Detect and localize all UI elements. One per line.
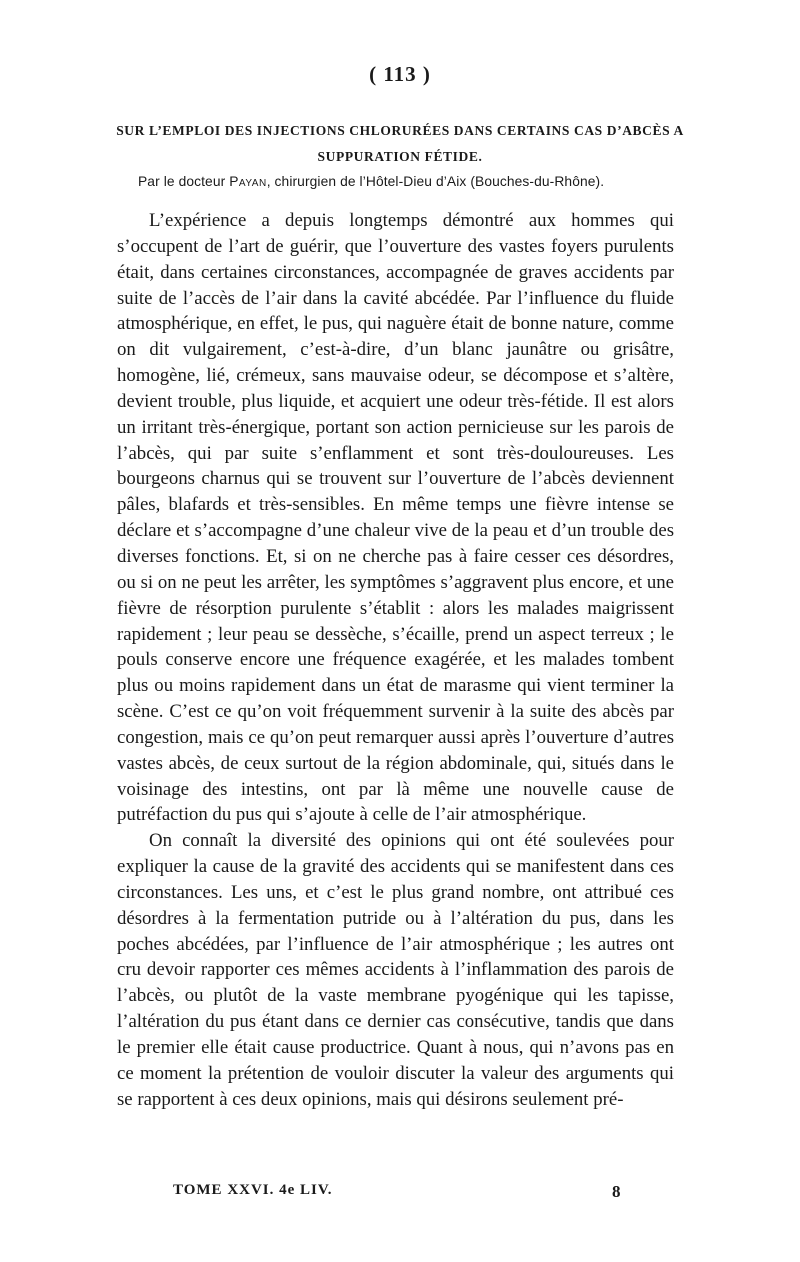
page-footer [0, 1182, 800, 1210]
paragraph: On connaît la diversité des opinions qui ont été soulevées pour expliquer la cause de la gravité des accidents qui se manifestent dans ces circonstances. Les uns, et c’est le plus grand nombre, ont attribué ces désordres à la fermentation putride ou à l’altération du pus, dans les poches abcédées, par l’influence de l’air atmosphérique ; les autres ont cru devoir rapporter ces mêmes accidents à l’inflammation des parois de l’abcès, ou plutôt de la vaste membrane pyogénique qui les tapisse, l’altération du pus étant dans ce dernier cas consécutive, tandis que dans le premier elle était cause productrice. Quant à nous, qui n’avons pas en ce moment la prétention de vouloir discuter la valeur des arguments qui se rapportent à ces deux opinions, mais qui désirons seulement pré- [117, 830, 674, 1110]
author-name: Payan [229, 174, 267, 189]
byline-prefix: Par le docteur [138, 174, 230, 189]
byline-suffix: , chirurgien de l’Hôtel-Dieu d’Aix (Bouches-du-Rhône). [266, 174, 605, 189]
footer-signature: TOME XXVI. 4e LIV. [173, 1182, 333, 1198]
article-body [117, 208, 674, 1113]
article-title-line-2: SUPPURATION FÉTIDE. [317, 149, 483, 164]
footer-sheet-number: 8 [612, 1182, 621, 1201]
article-title-line-1: SUR L’EMPLOI DES INJECTIONS CHLORURÉES DANS CERTAINS CAS D’ABCÈS A [116, 123, 684, 138]
paragraph: L’expérience a depuis longtemps démontré aux hommes qui s’occupent de l’art de guérir, que l’ouverture des vastes foyers purulents était, dans certaines circonstances, accompagnée de graves accidents par suite de l’accès de l’air dans la cavité abcédée. Par l’influence du fluide atmosphérique, en effet, le pus, qui naguère était de bonne nature, comme on dit vulgairement, c’est-à-dire, d’un blanc jaunâtre ou grisâtre, homogène, lié, crémeux, sans mauvaise odeur, se décompose et s’altère, devient trouble, plus liquide, et acquiert une odeur très-fétide. Il est alors un irritant très-énergique, portant son action pernicieuse sur les parois de l’abcès, qui par suite s’enflamment et sont très-douloureuses. Les bourgeons charnus qui se trouvent sur l’ouverture de l’abcès deviennent pâles, blafards et très-sensibles. En même temps une fièvre intense se déclare et s’accompagne d’une chaleur vive de la peau et d’un trouble des diverses fonctions. Et, si on ne cherche pas à faire cesser ces désordres, ou si on ne peut les arrêter, les symptômes s’aggravent plus encore, et une fièvre de résorption purulente s’établit : alors les malades maigrissent rapidement ; leur peau se dessèche, s’écaille, prend un aspect terreux ; le pouls conserve encore une fréquence exagérée, et les malades tombent plus ou moins rapidement dans un état de marasme qui vient terminer la scène. C’est ce qu’on voit fréquemment survenir à la suite des abcès par congestion, mais ce qu’on peut remarquer aussi après l’ouverture d’autres vastes abcès, de ceux surtout de la région abdominale, qui, situés dans le voisinage des intestins, ont par là même une nouvelle cause de putréfaction du pus qui s’ajoute à celle de l’air atmosphérique. [117, 210, 674, 826]
page-number: ( 113 ) [369, 62, 431, 86]
author-byline [138, 174, 698, 189]
article-title [100, 118, 700, 170]
